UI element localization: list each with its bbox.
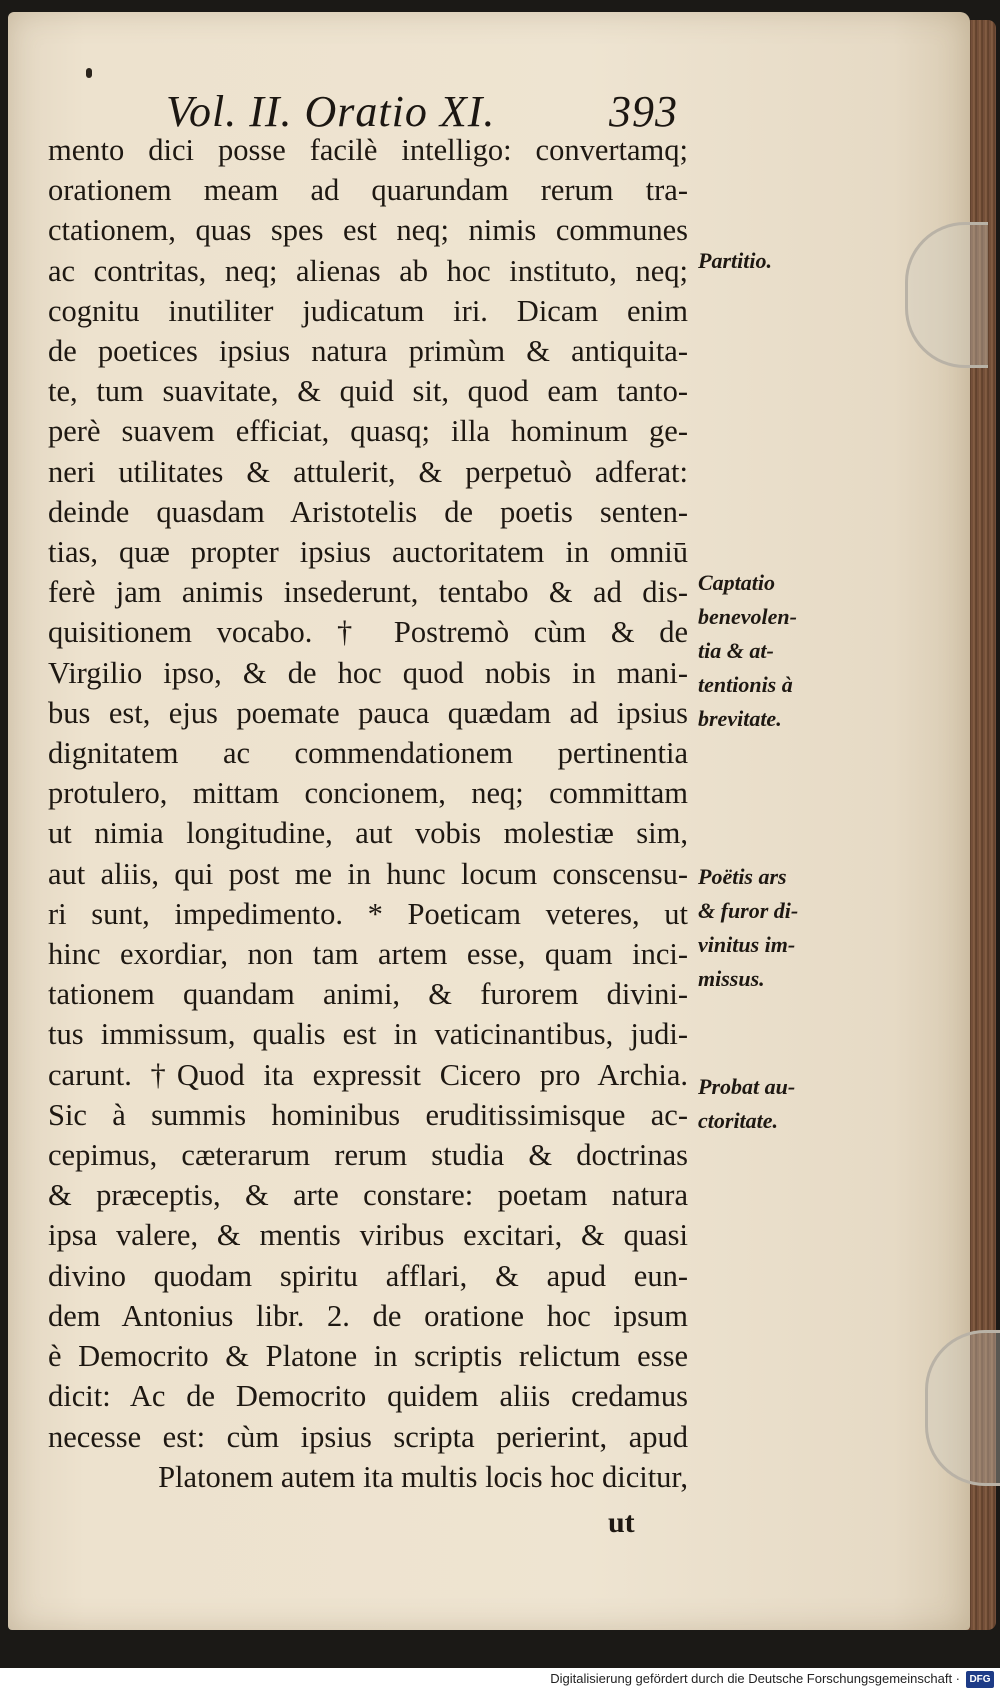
margin-note-poetis-ars	[698, 860, 868, 996]
text-line: mento dici posse facilè intelligo: convertamq;	[48, 133, 688, 167]
margin-note-line: vinitus im-	[698, 932, 796, 957]
margin-note-line: Probat au-	[698, 1074, 796, 1099]
text-line: aut aliis, qui post me in hunc locum conscensu-	[48, 856, 688, 891]
text-line: tus immissum, qualis est in vaticinantibus, judi-	[48, 1017, 688, 1052]
text-line: neri utilitates & attulerit, & perpetuò adferat:	[48, 454, 688, 489]
text-line: ri sunt, impedimento. * Poeticam veteres, ut	[48, 896, 688, 931]
margin-note-captatio	[698, 566, 868, 736]
text-line: dignitatem ac commendationem pertinentia	[48, 736, 688, 771]
ink-mark	[86, 68, 92, 78]
text-line: orationem meam ad quarundam rerum tra-	[48, 173, 688, 208]
body-text	[48, 130, 688, 1497]
book-page	[8, 12, 970, 1630]
text-line: & præceptis, & arte constare: poetam natura	[48, 1178, 688, 1213]
text-line: Platonem autem ita multis locis hoc dicitur,	[158, 1459, 688, 1494]
text-line: ac contritas, neq; alienas ab hoc instituto, neq;	[48, 253, 688, 288]
text-line: de poetices ipsius natura primùm & antiquita-	[48, 334, 688, 369]
text-line: ctationem, quas spes est neq; nimis communes	[48, 213, 688, 248]
text-line: tationem quandam animi, & furorem divini-	[48, 977, 688, 1012]
margin-note-line: Poëtis ars	[698, 864, 787, 889]
text-line: ipsa valere, & mentis viribus excitari, & quasi	[48, 1218, 688, 1253]
margin-note-line: ctoritate.	[698, 1108, 779, 1133]
text-line: ut nimia longitudine, aut vobis molestiæ sim,	[48, 816, 688, 851]
margin-note-partitio	[698, 244, 868, 278]
text-line: Sic à summis hominibus eruditissimisque ac-	[48, 1097, 688, 1132]
margin-note-line: tia & at-	[698, 638, 774, 663]
text-line: cognitu inutiliter judicatum iri. Dicam enim	[48, 293, 688, 328]
text-line: è Democrito & Platone in scriptis relictum esse	[48, 1339, 688, 1374]
text-line: Virgilio ipso, & de hoc quod nobis in mani-	[48, 655, 688, 690]
text-line: hinc exordiar, non tam artem esse, quam inci-	[48, 937, 688, 972]
text-line: dem Antonius libr. 2. de oratione hoc ipsum	[48, 1298, 688, 1333]
dfg-logo: DFG	[966, 1671, 994, 1688]
text-line: tias, quæ propter ipsius auctoritatem in omniū	[48, 535, 688, 570]
funding-credit: Digitalisierung gefördert durch die Deutsche Forschungsgemeinschaft ·	[550, 1671, 960, 1686]
digitization-footer	[0, 1668, 1000, 1694]
text-line: dicit: Ac de Democrito quidem aliis credamus	[48, 1379, 688, 1414]
text-line: protulero, mittam concionem, neq; committam	[48, 776, 688, 811]
text-line: quisitionem vocabo. † Postremò cùm & de	[48, 615, 688, 650]
catchword: ut	[608, 1506, 635, 1539]
margin-note-line: brevitate.	[698, 706, 782, 731]
text-line: bus est, ejus poemate pauca quædam ad ipsius	[48, 695, 688, 730]
text-line: cepimus, cæterarum rerum studia & doctrinas	[48, 1138, 688, 1173]
margin-note-line: tentionis à	[698, 672, 793, 697]
margin-note-probat	[698, 1070, 868, 1138]
margin-note-line: Partitio.	[698, 248, 772, 273]
text-line: perè suavem efficiat, quasq; illa hominum ge-	[48, 414, 688, 449]
text-line: ferè jam animis insederunt, tentabo & ad dis-	[48, 575, 688, 610]
page-number: 393	[609, 87, 678, 136]
margin-note-line: Captatio	[698, 570, 776, 595]
text-line: necesse est: cùm ipsius scripta perierint, apud	[48, 1419, 688, 1454]
margin-note-line: missus.	[698, 966, 765, 991]
margin-note-line: & furor di-	[698, 898, 799, 923]
running-title: Vol. II. Oratio XI.	[166, 87, 496, 136]
text-line: carunt. †Quod ita expressit Cicero pro Archia.	[48, 1057, 688, 1092]
text-line: deinde quasdam Aristotelis de poetis senten-	[48, 494, 688, 529]
text-line: te, tum suavitate, & quid sit, quod eam tanto-	[48, 374, 688, 409]
margin-note-line: benevolen-	[698, 604, 797, 629]
text-line: divino quodam spiritu afflari, & apud eun-	[48, 1258, 688, 1293]
